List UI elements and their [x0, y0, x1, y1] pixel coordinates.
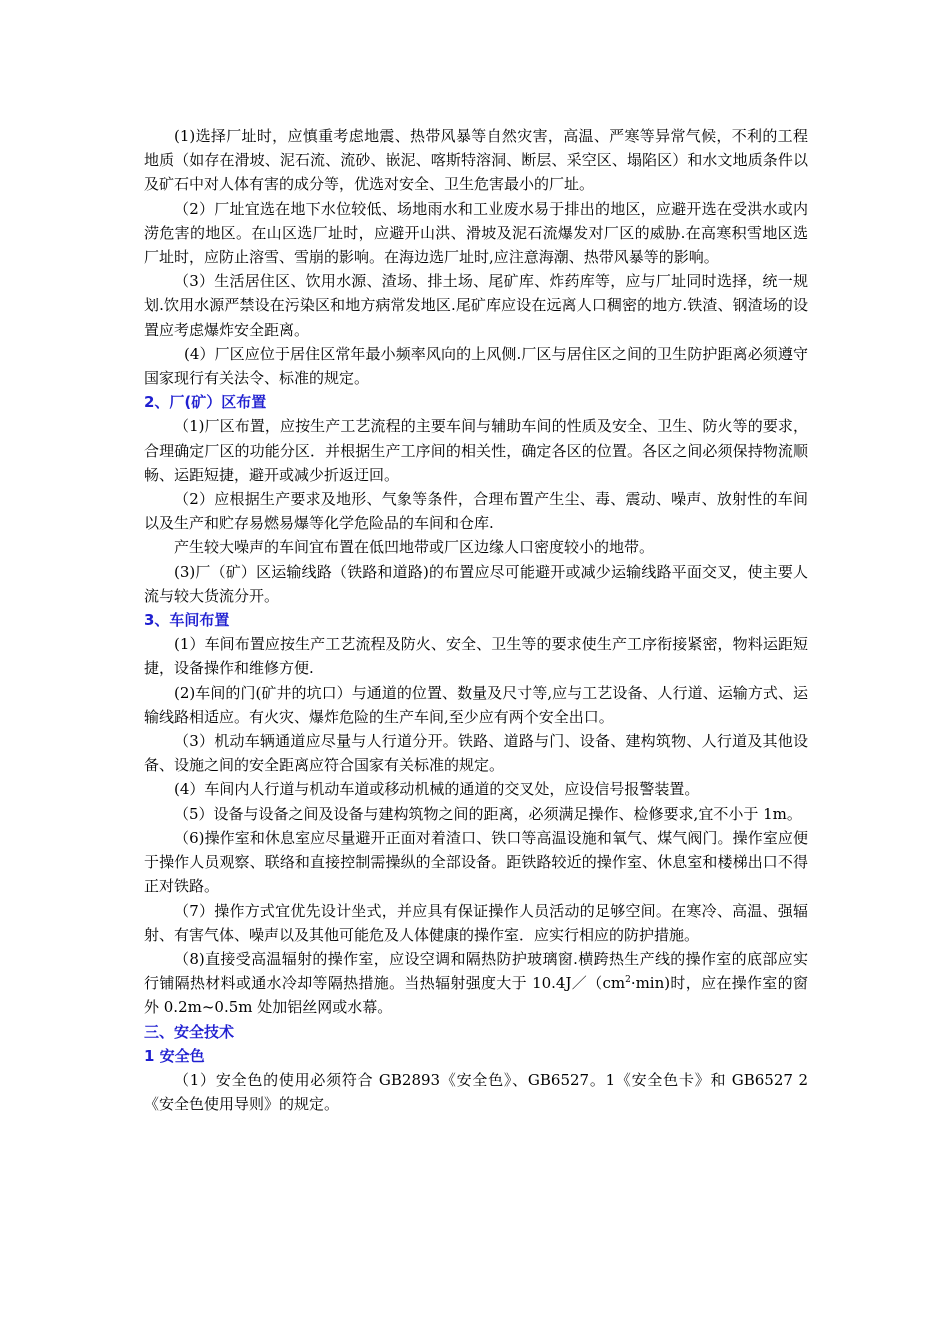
paragraph-site-selection-3: （3）生活居住区、饮用水源、渣场、排土场、尾矿库、炸药库等，应与厂址同时选择，统一规划.饮用水源严禁设在污染区和地方病常发地区.尾矿库应设在远离人口稠密的地方.铁渣、钢渣场的设置应考虑爆炸安全距离。 [144, 272, 808, 339]
paragraph-workshop-8-part-2: ·min)时，应在操作室的窗外 0.2m~0.5m 处加铝丝网或水幕。 [144, 974, 808, 1017]
paragraph-plant-layout-1: （1)厂区布置，应按生产工艺流程的主要车间与辅助车间的性质及安全、卫生、防火等的要求，合理确定厂区的功能分区．并根据生产工序间的相关性，确定各区的位置。各区之间必须保持物流顺畅、运距短捷，避开或减少折返迂回。 [144, 417, 808, 484]
paragraph-safety-color-1: （1）安全色的使用必须符合 GB2893《安全色》、GB6527。1《安全色卡》和 GB6527 2《安全色使用导则》的规定。 [144, 1070, 808, 1114]
paragraph-plant-layout-3: (3)厂（矿）区运输线路（铁路和道路)的布置应尽可能避开或减少运输线路平面交叉，使主要人流与较大货流分开。 [144, 562, 808, 605]
paragraph-workshop-8-part-1: （8)直接受高温辐射的操作室，应设空调和隔热防护玻璃窗.横跨热生产线的操作室的底部应实行铺隔热材料或通水冷却等隔热措施。当热辐射强度大于 10.4J／（cm [144, 949, 808, 993]
paragraph-workshop-1: (1）车间布置应按生产工艺流程及防火、安全、卫生等的要求使生产工序衔接紧密，物料运距短捷，设备操作和维修方便. [144, 635, 808, 678]
document-body [144, 124, 808, 1116]
section-heading-workshop-layout: 3、车间布置 [144, 611, 230, 630]
section-heading-safety-technology: 三、安全技术 [144, 1022, 235, 1041]
subsection-heading-safety-color: 1 安全色 [144, 1046, 205, 1065]
paragraph-workshop-7: （7）操作方式宜优先设计坐式，并应具有保证操作人员活动的足够空间。在寒冷、高温、强辐射、有害气体、噪声以及其他可能危及人体健康的操作室．应实行相应的防护措施。 [144, 901, 808, 944]
paragraph-workshop-4: (4）车间内人行道与机动车道或移动机械的通道的交叉处，应设信号报警装置。 [174, 780, 700, 799]
paragraph-workshop-6: （6)操作室和休息室应尽量避开正面对着渣口、铁口等高温设施和氧气、煤气阀门。操作室应便于操作人员观察、联络和直接控制需操纵的全部设备。距铁路较近的操作室、休息室和楼梯出口不得正对铁路。 [144, 828, 808, 896]
paragraph-workshop-5: （5）设备与设备之间及设备与建构筑物之间的距离，必须满足操作、检修要求,宜不小于 1m。 [174, 804, 802, 823]
section-heading-plant-layout: 2、厂(矿）区布置 [144, 393, 267, 412]
superscript-exponent: 2 [625, 975, 631, 986]
paragraph-workshop-3: （3）机动车辆通道应尽量与人行道分开。铁路、道路与门、设备、建构筑物、人行道及其他设备、设施之间的安全距离应符合国家有关标准的规定。 [144, 732, 808, 775]
paragraph-plant-layout-2: （2）应根据生产要求及地形、气象等条件，合理布置产生尘、毒、震动、噪声、放射性的车间以及生产和贮存易燃易爆等化学危险品的车间和仓库. [144, 490, 808, 533]
paragraph-plant-layout-noise: 产生较大噪声的车间宜布置在低凹地带或厂区边缘人口密度较小的地带。 [174, 538, 655, 557]
paragraph-site-selection-2: （2）厂址宜选在地下水位较低、场地雨水和工业废水易于排出的地区，应避开选在受洪水或内涝危害的地区。在山区选厂址时，应避开山洪、滑坡及泥石流爆发对厂区的威胁.在高寒积雪地区选厂址时，应防止溶雪、雪崩的影响。在海边选厂址时,应注意海潮、热带风暴等的影响。 [144, 199, 808, 267]
paragraph-workshop-8 [144, 947, 808, 1020]
paragraph-site-selection-4: (4）厂区应位于居住区常年最小频率风向的上风侧.厂区与居住区之间的卫生防护距离必须遵守国家现行有关法令、标准的规定。 [144, 344, 808, 388]
paragraph-site-selection-1: (1)选择厂址时，应慎重考虑地震、热带风暴等自然灾害，高温、严寒等异常气候，不利的工程地质（如存在滑坡、泥石流、流砂、嵌泥、喀斯特溶洞、断层、采空区、塌陷区）和水文地质条件以及矿石中对人体有害的成分等，优选对安全、卫生危害最小的厂址。 [144, 127, 808, 194]
paragraph-workshop-2: (2)车间的门(矿井的坑口）与通道的位置、数量及尺寸等,应与工艺设备、人行道、运输方式、运输线路相适应。有火灾、爆炸危险的生产车间,至少应有两个安全出口。 [144, 683, 808, 726]
